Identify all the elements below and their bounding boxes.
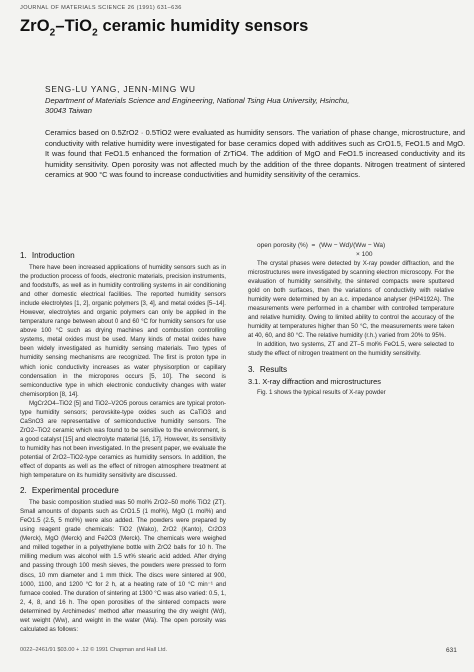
intro-paragraph-2: MgCr2O4–TiO2 [5] and TiO2–V2O5 porous ceramics are typical proton-type humidity sensors; perovskite-type oxides such as CaTiO3 and CaSnO3 are representative of semiconductive humidity sensors. The ZrO2–TiO2 ceramic which was found to be sensitive to the environment, is a good catalyst [15] and electrolyte material [16, 17]. However, its sensitivity to humidity has not been investigated. In the present paper, we evaluate the potential of ZrO2–TiO2-type ceramics as humidity sensors. In addition, the effect of dopants as well as the effect of nitrogen atmosphere treatment at high temperature on its humidity sensitivity are discussed. [20,399,226,480]
section-heading-introduction [20,250,226,261]
section-number: 3. [248,364,255,374]
copyright-footer: 0022–2461/91 $03.00 + .12 © 1991 Chapman and Hall Ltd. [20,647,168,653]
title-subscript-1: 2 [49,27,56,39]
section-number: 2. [20,486,27,496]
section-title: Introduction [31,251,75,260]
experimental-paragraph-1: The basic composition studied was 50 mol% ZrO2–50 mol% TiO2 (ZT). Small amounts of dopants such as CrO1.5 (1 mol%), MgO (1 mol%) and FeO1.5 (2.5, 5 mol%) were also added. The powders were prepared by using reagent grade chemicals: TiO2 (Wako), ZrO2 (Kanto), Cr2O3 (Merck), MgO (Merck) and Fe2O3 (Merck). The chemicals were weighed and milled together in a polyethylene bottle with ZrO2 balls for 10 h. The milling medium was alcohol with 1.5 wt% stearic acid added. After drying and passing through 100 mesh sieves, the powders were pressed to form discs, 10 mm diameter and 1 mm thick. The discs were sintered at 900, 1000, 1100, and 1200 °C for 2 h, at a heating rate of 10 °C min⁻¹ and furnace cooled. The duration of sintering at 1300 °C was also varied: 0.5, 1, 2, 4, 8, and 16 h. The open porosities of the sintered compacts were determined by Archimedes' method after measuring the dry weight (Wd), wet weight (Ww), and weight in the water (Wa). The open porosity was calculated as follows: [20,499,226,633]
section-title: Results [259,364,288,374]
porosity-equation [248,241,454,259]
experimental-paragraph-2: The crystal phases were detected by X-ray powder diffraction, and the microstructures were investigated by scanning electron microscopy. For the evaluation of humidity sensitivity, the sintered compacts were sputtered gold on both surfaces, then the variations of conductivity with relative humidity were determined by an a.c. impedance analyser (HP4192A). The measurements were performed in a chamber with controlled temperature and relative humidity. Owing to limited ability to control the accuracy of the humidity at temperatures higher than 50 °C, the measurements were taken at 40, 60, and 80 °C. The relative humidity (r.h.) varied from 20% to 95%. [248,260,454,340]
authors: SENG-LU YANG, JENN-MING WU [45,84,196,94]
section-number: 1. [20,251,27,260]
section-heading-results [248,364,454,375]
equation-line-1: open porosity (%) = (Ww − Wd)/(Ww − Wa) [257,242,386,249]
results-paragraph-1: Fig. 1 shows the typical results of X-ray powder [257,388,386,396]
article-title [20,17,308,38]
subsection-heading-xrd: 3.1. X-ray diffraction and microstructures [248,376,381,386]
abstract: Ceramics based on 0.5ZrO2 · 0.5TiO2 were evaluated as humidity sensors. The variation of phase change, microstructure, and conductivity with relative humidity were investigated for base ceramics doped with additives such as CrO1.5, FeO1.5 and MgO. It was found that FeO1.5 enhanced the formation of ZrTiO4. The addition of MgO and FeO1.5 increased conductivity and its humidity sensitivity. Open porosity was not affected much by the addition of the three dopants. Nitrogen treatment of sintered ceramics at 900 °C was found to increase conductivities and humidity sensitivity of the ceramics. [45,128,465,180]
experimental-paragraph-3: In addition, two systems, ZT and ZT–5 mol% FeO1.5, were selected to study the effect of nitrogen treatment on the humidity sensitivity. [248,341,454,358]
intro-paragraph-1: There have been increased applications of humidity sensors such as in the production process of foods, electronic materials, precision instruments, and foodstuffs, as well as in humidity controlling systems in air conditioning and other domestic electrical facilities. The reported humidity sensors include electrolytes [1, 2], organic polymers [3, 4], and metal oxides [5–14]. However, electrolytes and organic polymers can only be applied in the temperature range between about 0 and 60 °C for humidity sensors for use above 100 °C such as drying machines and combustion controlling systems, metal oxides must be used. Many kinds of metal oxides have been widely investigated as humidity sensing materials. Two types of humidity sensing mechanisms are recognized. The first is proton type in which ionic conductivity increases as water physisorption or capillary condensation in the micropores occurs [5, 10]. The second is semiconductive type in which electronic conductivity changes with water chemisorption [8, 14]. [20,264,226,398]
right-column [248,241,454,397]
page-number: 631 [446,647,457,654]
affiliation [45,96,465,116]
title-part-3: ceramic humidity sensors [97,17,309,35]
section-title: Experimental procedure [31,486,119,496]
affiliation-line-1: Department of Materials Science and Engineering, National Tsing Hua University, Hsinchu, [45,96,350,105]
title-part-1: ZrO [20,17,50,35]
section-heading-experimental [20,485,226,496]
running-head: JOURNAL OF MATERIALS SCIENCE 26 (1991) 631–636 [20,5,182,11]
title-subscript-2: 2 [92,27,98,39]
left-column [20,250,226,634]
affiliation-line-2: 30043 Taiwan [45,106,93,115]
title-part-2: –TiO [55,17,93,35]
equation-line-2: × 100 [356,251,373,258]
